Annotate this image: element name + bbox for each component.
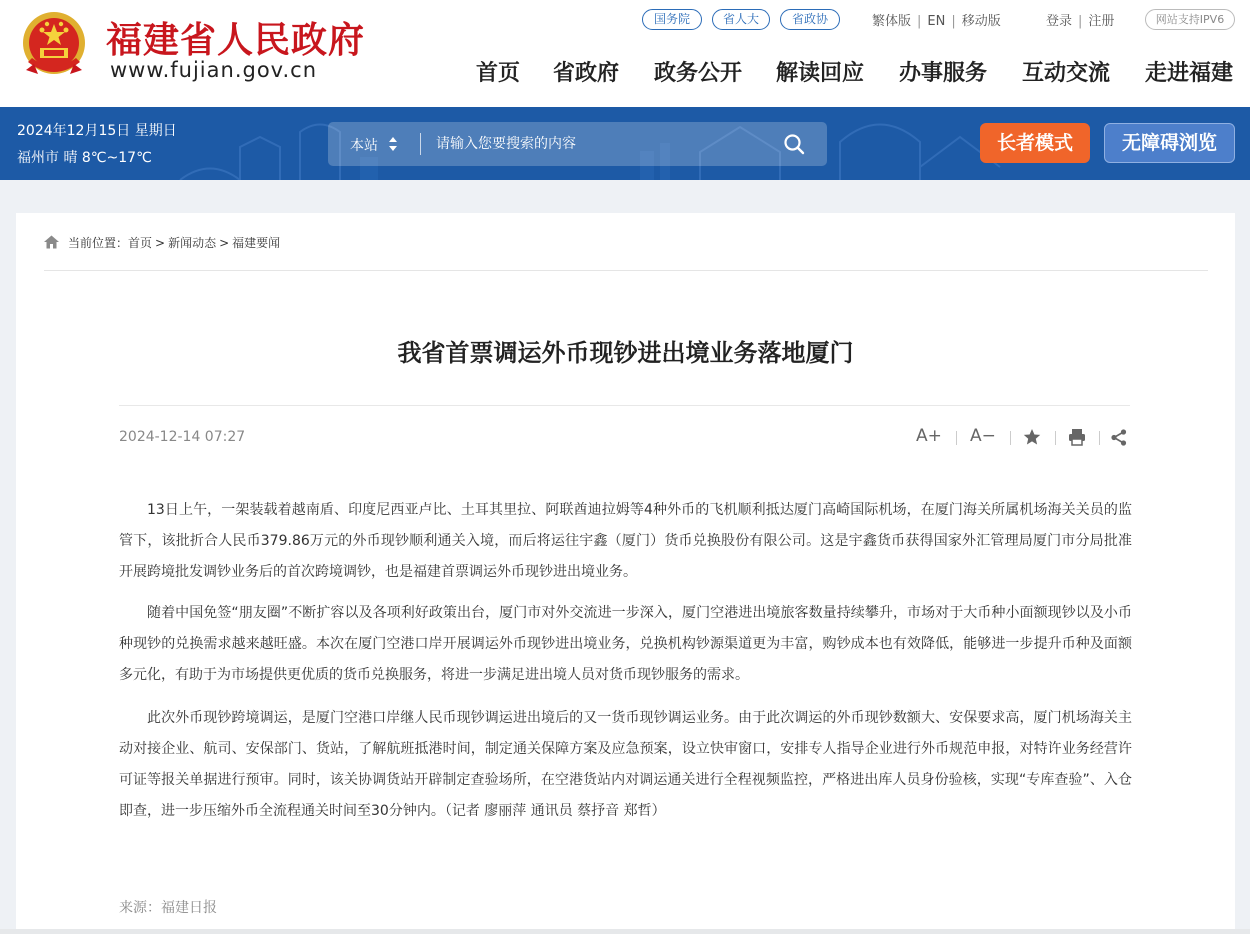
- info-search-bar: [0, 107, 1250, 180]
- separator: |: [917, 14, 922, 29]
- toolbar-separator: [1099, 431, 1100, 445]
- nav-interpretation[interactable]: 解读回应: [776, 61, 865, 86]
- search-scope-select[interactable]: 本站: [350, 138, 378, 154]
- elder-mode-button[interactable]: 长者模式: [980, 123, 1090, 163]
- toolbar-separator: [1010, 431, 1011, 445]
- site-domain: www.fujian.gov.cn: [110, 58, 318, 82]
- toolbar-separator: [956, 431, 957, 445]
- article-paragraph: 此次外币现钞跨境调运，是厦门空港口岸继人民币现钞调运进出境后的又一货币现钞调运业务。由于此次调运的外币现钞数额大、安保要求高，厦门机场海关主动对接企业、航司、安保部门、货站，了解航班抵港时间，制定通关保障方案及应急预案，设立快审窗口，安排专人指导企业进行外币规范申报，对特许业务经营许可证等报关单据进行预审。同时，该关协调货站开辟制定查验场所，在空港货站内对调运通关进行全程视频监控，严格进出库人员身份验核，实现“专库查验”、入仓即查，进一步压缩外币全流程通关时间至30分钟内。（记者 廖丽萍 通讯员 蔡抒音 郑哲）: [119, 710, 1132, 819]
- breadcrumb: [68, 234, 280, 251]
- separator: |: [1078, 14, 1083, 29]
- breadcrumb-separator: >: [155, 236, 166, 250]
- home-icon[interactable]: [44, 235, 59, 249]
- search-icon[interactable]: [783, 133, 805, 155]
- print-icon[interactable]: [1068, 428, 1086, 446]
- site-title[interactable]: 福建省人民政府: [106, 19, 366, 61]
- article-card: [16, 213, 1235, 934]
- nav-interaction[interactable]: 互动交流: [1022, 61, 1111, 86]
- account-links: [1046, 10, 1114, 29]
- mobile-link[interactable]: 移动版: [961, 14, 1001, 29]
- font-smaller-button[interactable]: A−: [970, 426, 996, 446]
- article-paragraph: 13日上午，一架装载着越南盾、印度尼西亚卢比、土耳其里拉、阿联酋迪拉姆等4种外币的飞机顺利抵达厦门高崎国际机场，在厦门海关所属机场海关关员的监管下，该批折合人民币379.86万元的外币现钞顺利通关入境，而后将运往宇鑫（厦门）货币兑换股份有限公司。这是宇鑫货币获得国家外汇管理局厦门市分局批准开展跨境批发调钞业务后的首次跨境调钞，也是福建首票调运外币现钞进出境业务。: [119, 502, 1132, 580]
- accessible-browse-button[interactable]: 无障碍浏览: [1104, 123, 1235, 163]
- current-date: 2024年12月15日 星期日: [17, 123, 177, 139]
- english-link[interactable]: EN: [927, 14, 946, 29]
- breadcrumb-separator: >: [219, 236, 230, 250]
- breadcrumb-fujian-news[interactable]: 福建要闻: [232, 236, 281, 250]
- publish-date: 2024-12-14 07:27: [119, 429, 246, 445]
- breadcrumb-label: 当前位置：: [68, 236, 129, 250]
- share-icon[interactable]: [1111, 429, 1127, 446]
- pill-provincial-cppcc[interactable]: 省政协: [780, 9, 840, 30]
- search-divider: [420, 133, 421, 155]
- search-box: [328, 122, 827, 166]
- search-input[interactable]: [436, 132, 766, 156]
- top-links: [872, 10, 1001, 29]
- breadcrumb-news[interactable]: 新闻动态: [168, 236, 217, 250]
- breadcrumb-home[interactable]: 首页: [128, 236, 153, 250]
- ipv6-badge: 网站支持IPV6: [1145, 9, 1235, 30]
- pill-state-council[interactable]: 国务院: [642, 9, 702, 30]
- nav-provincial-government[interactable]: 省政府: [553, 61, 620, 86]
- article-title: 我省首票调运外币现钞进出境业务落地厦门: [397, 339, 854, 367]
- pill-provincial-congress[interactable]: 省人大: [712, 9, 770, 30]
- article-source: 来源：福建日报: [119, 900, 217, 916]
- nav-government-affairs[interactable]: 政务公开: [654, 61, 743, 86]
- weather-info: 福州市 晴 8℃~17℃: [17, 150, 152, 166]
- font-larger-button[interactable]: A+: [916, 426, 942, 446]
- page-bottom-edge: [0, 929, 1250, 934]
- site-header: [0, 0, 1250, 107]
- separator: |: [951, 14, 956, 29]
- national-emblem-icon[interactable]: [20, 10, 88, 82]
- login-link[interactable]: 登录: [1046, 14, 1073, 29]
- register-link[interactable]: 注册: [1088, 14, 1115, 29]
- article-paragraph: 随着中国免签“朋友圈”不断扩容以及各项利好政策出台，厦门市对外交流进一步深入，厦门空港进出境旅客数量持续攀升，市场对于大币种小面额现钞以及小币种现钞的兑换需求越来越旺盛。本次在厦门空港口岸开展调运外币现钞进出境业务，兑换机构钞源渠道更为丰富，购钞成本也有效降低，能够进一步提升币种及面额多元化，有助于为市场提供更优质的货币兑换服务，将进一步满足进出境人员对货币现钞服务的需求。: [119, 605, 1132, 683]
- sort-arrows-icon[interactable]: [388, 136, 398, 152]
- toolbar-separator: [1055, 431, 1056, 445]
- traditional-chinese-link[interactable]: 繁体版: [872, 14, 912, 29]
- divider: [44, 270, 1208, 271]
- nav-about-fujian[interactable]: 走进福建: [1145, 61, 1234, 86]
- divider: [119, 405, 1130, 406]
- nav-home[interactable]: 首页: [476, 61, 521, 86]
- nav-services[interactable]: 办事服务: [899, 61, 988, 86]
- star-icon[interactable]: [1023, 428, 1041, 446]
